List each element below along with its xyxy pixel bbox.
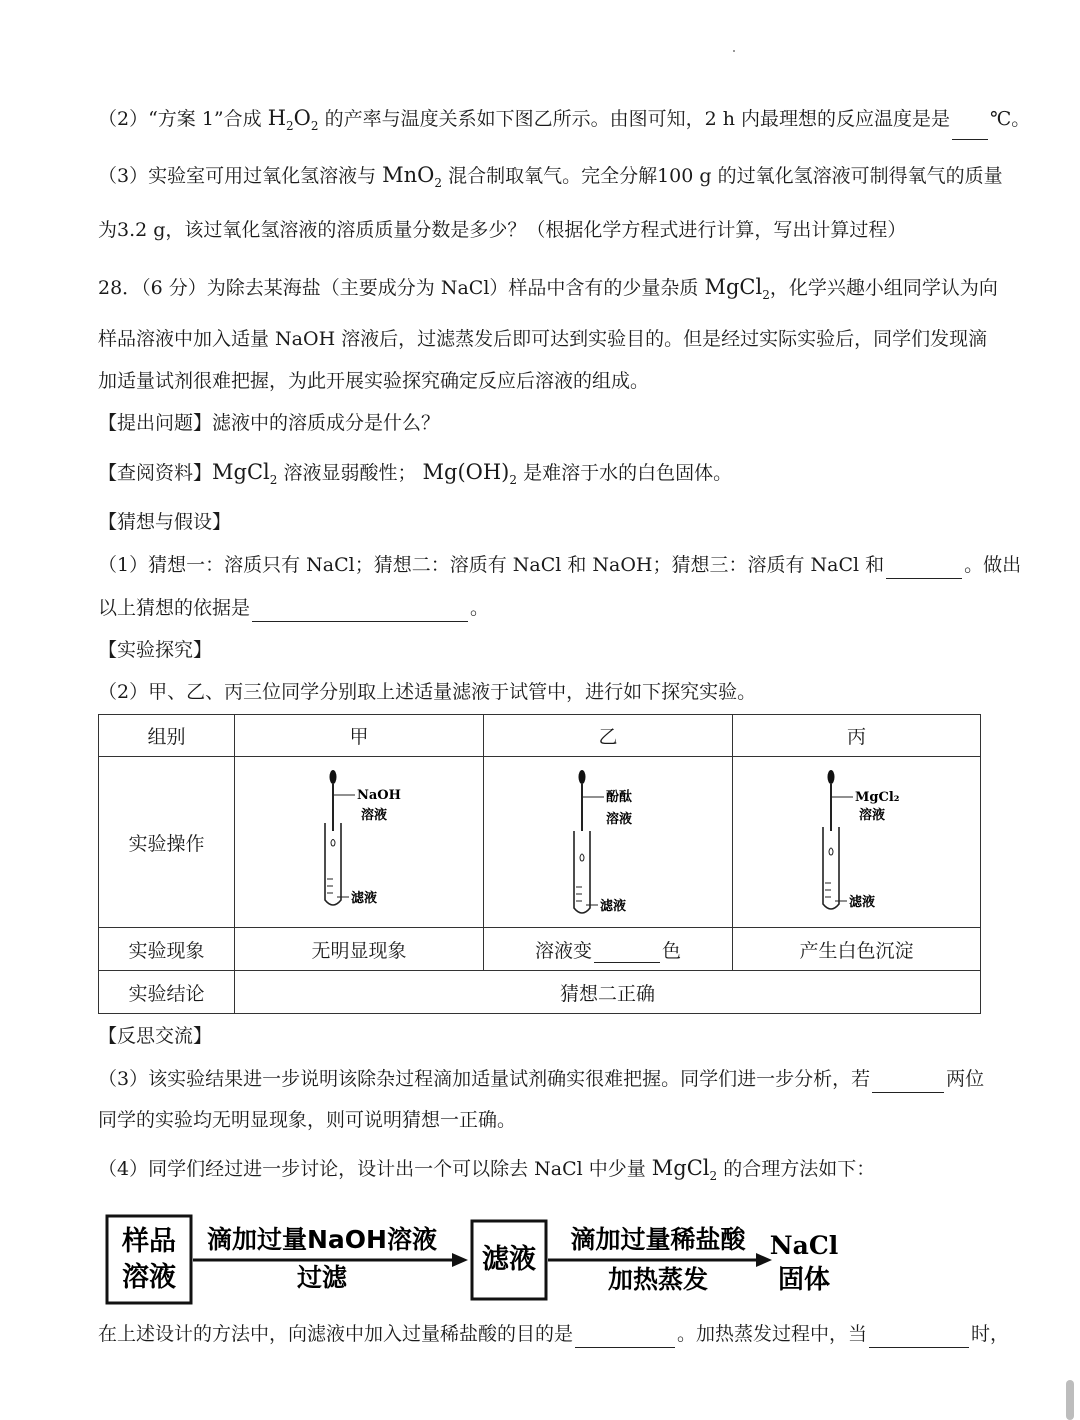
last-line-text-a: 在上述设计的方法中，向滤液中加入过量稀盐酸的目的是 <box>98 1323 574 1345</box>
hypothesis-blank-2[interactable] <box>252 601 468 622</box>
filtrate-label: 滤液 <box>600 899 627 914</box>
q2-answer-blank[interactable] <box>952 119 988 140</box>
test-tube-dropper-diagram <box>548 767 668 917</box>
hypothesis-text-2: 以上猜想的依据是 <box>98 597 251 619</box>
scrollbar-thumb[interactable] <box>1066 1380 1074 1420</box>
hypothesis-text-2-end: 。 <box>470 597 490 619</box>
step2-bottom-label: 加热蒸发 <box>607 1265 709 1294</box>
q3-text-b: 混合制取氧气。完全分解100 g 的过氧化氢溶液可制得氧气的质量 <box>448 165 1003 187</box>
q28-text-a: 28．（6 分）为除去某海盐（主要成分为 NaCl）样品中含有的少量杂质 <box>98 277 699 299</box>
row-label-operation: 实验操作 <box>99 757 235 928</box>
q3-text-a: （3）实验室可用过氧化氢溶液与 <box>98 165 377 187</box>
operation-cell-jia <box>235 757 484 928</box>
hypothesis-line1 <box>98 551 1022 579</box>
sample-box-line1: 样品 <box>122 1226 176 1257</box>
q28-formula: MgCl$_2$ <box>704 275 770 303</box>
q4-text-suffix: 的合理方法如下： <box>723 1158 876 1180</box>
stray-dot <box>733 50 735 52</box>
phenomenon-yi-blank[interactable] <box>594 942 660 963</box>
arrow-1-head <box>452 1253 468 1267</box>
last-line-blank-1[interactable] <box>575 1327 675 1348</box>
section-reflection-title: 【反思交流】 <box>98 1025 213 1047</box>
header-group: 组别 <box>99 715 235 757</box>
last-line-text-c: 时， <box>971 1323 1010 1345</box>
reference-text-suffix: 是难溶于水的白色固体。 <box>523 462 733 484</box>
table-row-conclusion <box>99 971 981 1014</box>
section-question: 【提出问题】滤液中的溶质成分是什么？ <box>98 412 441 434</box>
conclusion-cell: 猜想二正确 <box>235 971 981 1014</box>
header-bing: 丙 <box>733 715 981 757</box>
q3-formula: MnO$_2$ <box>382 163 443 191</box>
step2-top-label: 滴加过量稀盐酸 <box>570 1225 746 1254</box>
section-explore-title: 【实验探究】 <box>98 639 213 661</box>
q3b-blank[interactable] <box>872 1072 944 1093</box>
operation-cell-yi <box>484 757 733 928</box>
question-28-line1 <box>98 273 998 309</box>
product-label-line2: 固体 <box>777 1265 831 1295</box>
experiment-table <box>98 714 981 1014</box>
test-tube-dropper-diagram <box>797 767 917 917</box>
operation-cell-bing <box>733 757 981 928</box>
hypothesis-blank-1[interactable] <box>886 558 962 579</box>
explore-intro: （2）甲、乙、丙三位同学分别取上述适量滤液于试管中，进行如下探究实验。 <box>98 681 757 703</box>
question-28-line2: 样品溶液中加入适量 NaOH 溶液后，过滤蒸发后即可达到实验目的。但是经过实际实验后，同学们发现滴 <box>98 328 988 350</box>
reagent-label-2: 溶液 <box>606 812 633 827</box>
question-3b-line1 <box>98 1065 985 1093</box>
q28-text-b: ，化学兴趣小组同学认为向 <box>769 277 998 299</box>
q3b-text-1: （3）该实验结果进一步说明该除杂过程滴加适量试剂确实很难把握。同学们进一步分析，若 <box>98 1068 871 1090</box>
filtrate-box-label: 滤液 <box>482 1244 536 1275</box>
question-3b-line2: 同学的实验均无明显现象，则可说明猜想一正确。 <box>98 1109 517 1131</box>
header-jia: 甲 <box>235 715 484 757</box>
filtrate-label: 滤液 <box>351 891 378 906</box>
q2-text-prefix: （2）“方案 1”合成 <box>98 108 262 130</box>
hypothesis-text-1: （1）猜想一：溶质只有 NaCl；猜想二：溶质有 NaCl 和 NaOH；猜想三：溶质有 NaCl 和 <box>98 554 885 576</box>
table-row-phenomenon <box>99 928 981 971</box>
sample-box-line2: 溶液 <box>122 1262 176 1293</box>
row-label-phenomenon: 实验现象 <box>99 928 235 971</box>
hypothesis-line2 <box>98 594 982 622</box>
header-yi: 乙 <box>484 715 733 757</box>
reference-label: 【查阅资料】 <box>98 462 213 484</box>
phenomenon-yi-suffix: 色 <box>662 939 682 962</box>
reagent-label-2: 溶液 <box>858 808 885 823</box>
purification-flow-diagram <box>98 1210 878 1310</box>
phenomenon-bing: 产生白色沉淀 <box>733 928 981 971</box>
q2-formula: $H_2O_2$ <box>267 106 319 134</box>
question-3-line2: 为3.2 g，该过氧化氢溶液的溶质质量分数是多少？（根据化学方程式进行计算，写出计算过程） <box>98 219 907 241</box>
q3b-text-1-end: 两位 <box>946 1068 985 1090</box>
section-hypothesis-title: 【猜想与假设】 <box>98 511 232 533</box>
last-line-text-b: 。加热蒸发过程中，当 <box>677 1323 868 1345</box>
question-28-line3: 加适量试剂很难把握，为此开展实验探究确定反应后溶液的组成。 <box>98 370 650 392</box>
table-header-row <box>99 715 981 757</box>
test-tube-dropper-diagram <box>299 767 419 917</box>
reference-formula-2: $Mg(OH)_2$ <box>422 460 518 488</box>
q2-unit: ℃。 <box>989 108 1031 130</box>
reagent-label-2: 溶液 <box>361 808 388 823</box>
reagent-label-1: 酚酞 <box>606 790 633 805</box>
last-line-blank-2[interactable] <box>869 1327 969 1348</box>
table-row-operation <box>99 757 981 928</box>
reference-formula-1: MgCl$_2$ <box>212 460 278 488</box>
question-4-line <box>98 1154 982 1190</box>
phenomenon-yi-text: 溶液变 <box>534 939 592 962</box>
section-reference <box>98 458 982 494</box>
q4-formula: MgCl$_2$ <box>651 1156 718 1184</box>
question-3-line1 <box>98 161 1003 197</box>
row-label-conclusion: 实验结论 <box>99 971 235 1014</box>
filtrate-label: 滤液 <box>848 895 875 910</box>
q4-text-prefix: （4）同学们经过进一步讨论，设计出一个可以除去 NaCl 中少量 <box>98 1158 646 1180</box>
hypothesis-text-1-end: 。做出 <box>964 554 1022 576</box>
reagent-label-1: NaOH <box>357 788 401 803</box>
reagent-label-1: MgCl₂ <box>854 790 899 805</box>
reference-text-mid: 溶液显弱酸性； <box>283 462 417 484</box>
question-2-line <box>98 104 1031 140</box>
product-label-line1: NaCl <box>769 1231 839 1260</box>
q2-text-suffix: 的产率与温度关系如下图乙所示。由图可知，2 h 内最理想的反应温度是是 <box>324 108 950 130</box>
step1-top-label: 滴加过量NaOH溶液 <box>207 1225 437 1254</box>
last-question-line <box>98 1320 1010 1348</box>
step1-bottom-label: 过滤 <box>296 1263 348 1292</box>
phenomenon-jia: 无明显现象 <box>235 928 484 971</box>
phenomenon-yi <box>484 928 733 971</box>
